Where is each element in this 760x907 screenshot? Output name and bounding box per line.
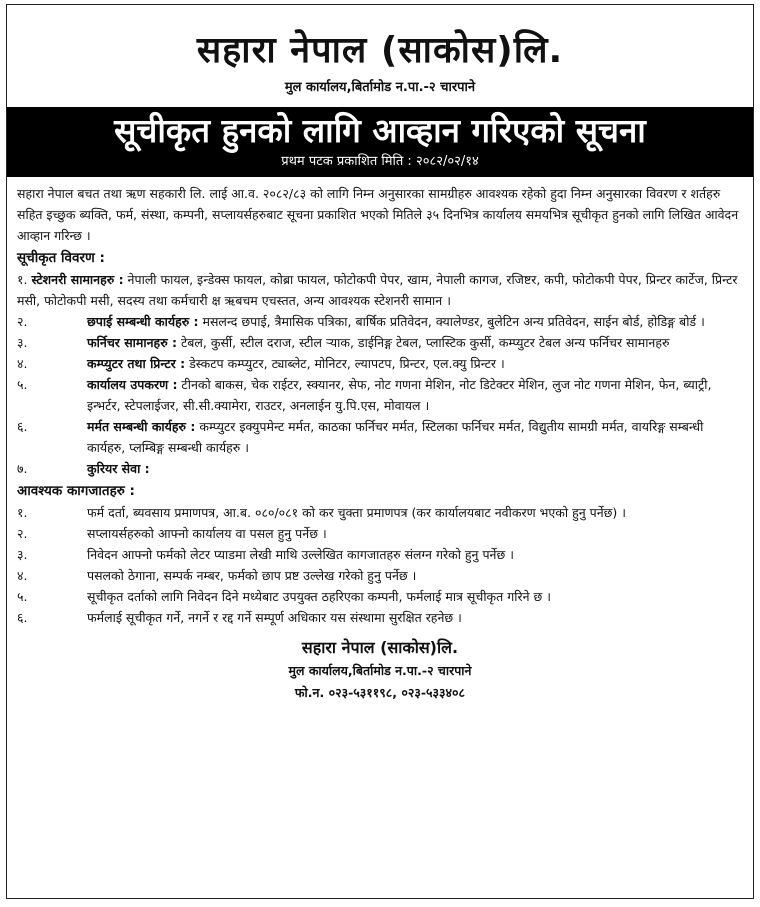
list-item bbox=[17, 374, 743, 416]
doc-text: निवेदन आफ्नो फर्मको लेटर प्याडमा लेखी माथि उल्लेखित कागजातहरु संलग्न गरेको हुनु पर्नेछ । bbox=[87, 547, 514, 562]
doc-number: ४. bbox=[17, 568, 28, 583]
item-number: ६. bbox=[17, 419, 28, 434]
doc-item bbox=[17, 544, 743, 565]
notice-page bbox=[6, 4, 754, 899]
doc-text: सप्लायर्सहरुको आफ्नो कार्यालय वा पसल हुनु पर्नेछ । bbox=[87, 526, 327, 541]
intro-paragraph: सहारा नेपाल बचत तथा ऋण सहकारी लि. लाई आ.व. २०८२/८३ को लागि निम्न अनुसारका सामग्रीहरु आवश्यक रहेको हुदा निम्न अनुसारका विवरण र शर्तहरु सहित इच्छुक ब्यक्ति, फर्म, संस्था, कम्पनी, सप्लायर्सहरुबाट सूचना प्रकाशित भएको मितिले ३५ दिनभित्र कार्यालय समयभित्र सूचीकृत हुनको लागि लिखित आवेदन आव्हान गरिन्छ । bbox=[17, 186, 739, 243]
list-heading: सूचीकृत विवरण : bbox=[17, 250, 105, 266]
footer-address: मुल कार्यालय,बिर्तामोड न.पा.-२ चारपाने bbox=[288, 663, 472, 678]
item-label: स्टेशनरी सामानहरु : bbox=[31, 272, 124, 287]
doc-item bbox=[17, 502, 743, 523]
item-text: डेस्कटप कम्प्युटर, ट्याब्लेट, मोनिटर, ल्यापटप, प्रिन्टर, एल.क्यु प्रिन्टर । bbox=[185, 356, 505, 371]
item-number: ३. bbox=[17, 335, 28, 350]
item-text: कम्प्युटर इक्युपमेन्ट मर्मत, काठका फर्निचर मर्मत, स्टिलका फर्निचर मर्मत, विद्युतीय सामग्री मर्मत, वायरिङ्ग सम्बन्धी कार्यहरु, प्लम्बिङ्ग सम्बन्धी कार्यहरु । bbox=[87, 419, 704, 455]
doc-number: ६. bbox=[17, 610, 28, 625]
notice-body bbox=[7, 177, 753, 704]
org-title: सहारा नेपाल (साकोस)लि. bbox=[196, 30, 564, 71]
list-item bbox=[17, 416, 743, 458]
list-item bbox=[17, 458, 743, 479]
item-label: फर्निचर सामानहरु : bbox=[87, 335, 178, 350]
doc-item bbox=[17, 565, 743, 586]
footer-org-name: सहारा नेपाल (साकोस)लि. bbox=[301, 638, 459, 657]
item-label: मर्मत सम्बन्धी कार्यहरु : bbox=[87, 419, 196, 434]
item-label: छपाई सम्बन्धी कार्यहरु : bbox=[87, 314, 199, 329]
notice-title: सूचीकृत हुनको लागि आव्हान गरिएको सूचना bbox=[114, 111, 646, 150]
notice-banner bbox=[7, 107, 753, 177]
doc-text: सूचीकृत दर्ताको लागि निवेदन दिने मध्येबाट उपयुक्त ठहरिएका कम्पनी, फर्मलाई मात्र सूचीकृत गरिने छ । bbox=[87, 589, 552, 604]
doc-item bbox=[17, 586, 743, 607]
item-number: २. bbox=[17, 314, 28, 329]
list-item bbox=[17, 311, 743, 332]
item-label: कार्यालय उपकरण : bbox=[87, 377, 178, 392]
item-number: ७. bbox=[17, 461, 28, 476]
doc-number: १. bbox=[17, 505, 28, 520]
doc-number: ५. bbox=[17, 589, 28, 604]
doc-item bbox=[17, 523, 743, 544]
item-text: नेपाली फायल, इन्डेक्स फायल, कोब्रा फायल, फोटोकपी पेपर, खाम, नेपाली कागज, रजिष्टर, कपी, फोटोकपी पेपर, प्रिन्टर कार्टेज, प्रिन्टर मसी, फोटोकपी मसी, सदस्य तथा कर्मचारी क्ष ऋबचम एचस्तत, अन्य आवश्यक स्टेशनरी सामान । bbox=[17, 272, 738, 308]
footer-phone: फो.न. ०२३-५३११९८, ०२३-५३३४०८ bbox=[294, 685, 466, 700]
item-number: १. bbox=[17, 272, 28, 287]
list-item bbox=[17, 332, 743, 353]
list-item bbox=[17, 353, 743, 374]
item-text: मसलन्द छपाई, त्रैमासिक पत्रिका, बार्षिक प्रतिवेदन, क्यालेण्डर, बुलेटिन अन्य प्रतिवेदन, साईन बोर्ड, होडिङ्ग बोर्ड । bbox=[198, 314, 705, 329]
doc-text: पसलको ठेगाना, सम्पर्क नम्बर, फर्मको छाप प्रष्ट उल्लेख गरेको हुनु पर्नेछ । bbox=[87, 568, 417, 583]
doc-text: फर्मलाई सूचीकृत गर्ने, नगर्ने र रद्द गर्ने सम्पूर्ण अधिकार यस संस्थामा सुरक्षित रहनेछ । bbox=[87, 610, 462, 625]
doc-number: २. bbox=[17, 526, 28, 541]
item-text: टीनको बाकस, चेक राईटर, स्क्यानर, सेफ, नोट गणना मेशिन, नोट डिटेक्टर मेशिन, लुज नोट गणना मेशिन, फेन, ब्याट्री, इन्भर्टर, स्टेपलाईजर, सी.सी.क्यामेरा, राउटर, अनलाईन यु.पि.एस, मोवायल । bbox=[87, 377, 712, 413]
doc-item bbox=[17, 607, 743, 628]
item-label: कुरियर सेवा : bbox=[87, 461, 150, 476]
publish-date: प्रथम पटक प्रकाशित मिति : २०८२/०२/१४ bbox=[281, 154, 479, 169]
doc-number: ३. bbox=[17, 547, 28, 562]
org-address: मुल कार्यालय,बिर्तामोड न.पा.-२ चारपाने bbox=[284, 80, 476, 95]
item-text: टेबल, कुर्सी, स्टील दराज, स्टील र्‍याक, डाईनिङ्ग टेबल, प्लास्टिक कुर्सी, कम्प्युटर टेबल अन्य फर्निचर सामानहरु bbox=[177, 335, 670, 350]
signature-block bbox=[17, 636, 743, 704]
list-item bbox=[17, 269, 743, 311]
item-number: ४. bbox=[17, 356, 28, 371]
docs-heading: आवश्यक कागजातहरु : bbox=[17, 483, 135, 499]
item-label: कम्प्युटर तथा प्रिन्टर : bbox=[87, 356, 186, 371]
item-number: ५. bbox=[17, 377, 28, 392]
doc-text: फर्म दर्ता, ब्यवसाय प्रमाणपत्र, आ.ब. ०८०/०८१ को कर चुक्ता प्रमाणपत्र (कर कार्यालयबाट नवीकरण भएको हुनु पर्नेछ) । bbox=[87, 505, 627, 520]
